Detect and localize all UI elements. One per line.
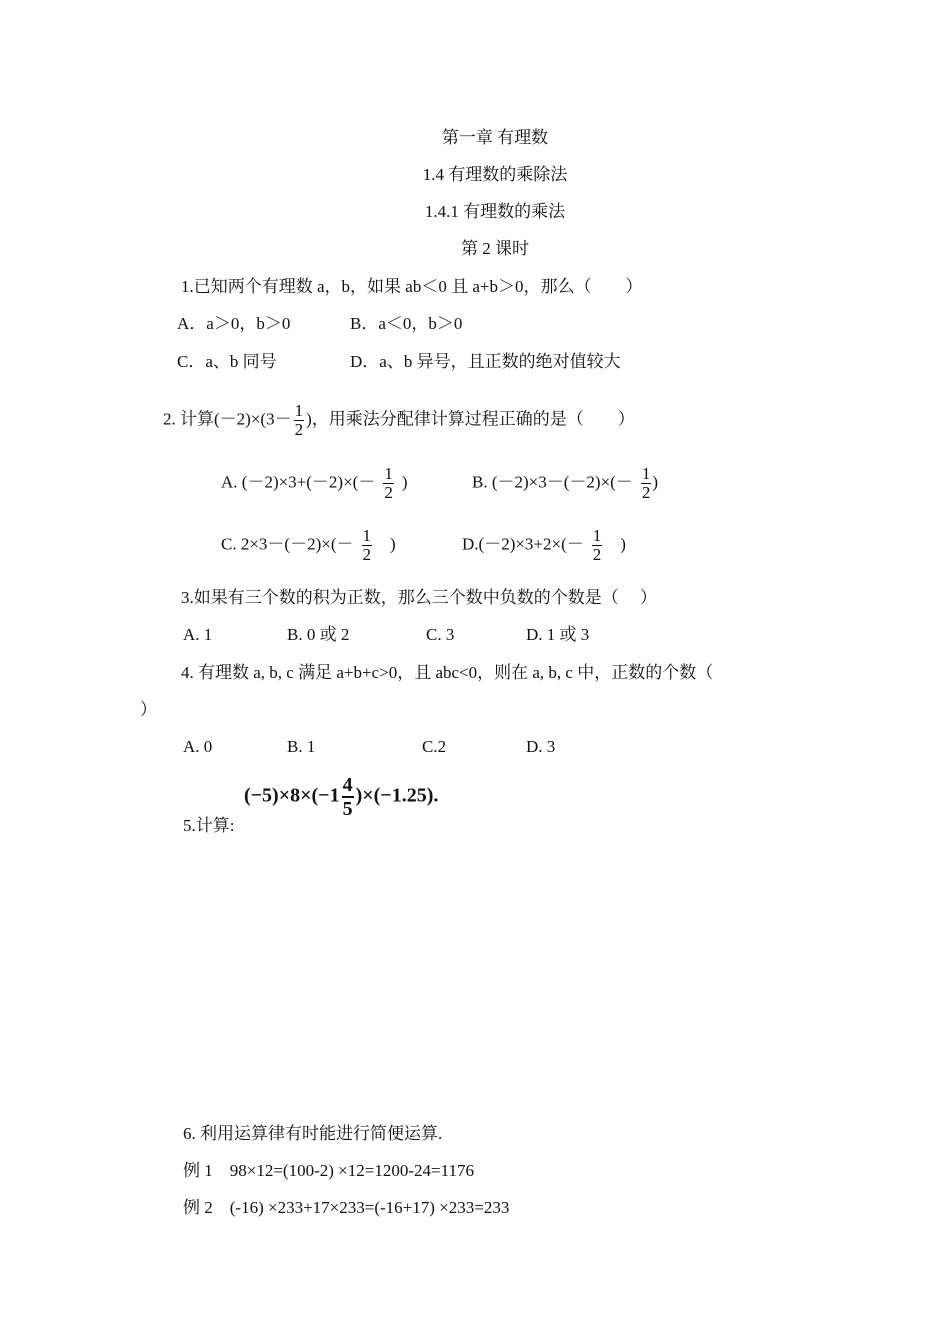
fraction: $\frac{4}{5}$ bbox=[342, 774, 353, 820]
q3-option-b: B. 0 或 2 bbox=[287, 625, 350, 644]
q6-example-1: 例 1 98×12=(100-2) ×12=1200-24=1176 bbox=[183, 1161, 474, 1180]
q2-stem-post: )，用乘法分配律计算过程正确的是（ ） bbox=[306, 409, 635, 429]
q4-option-a: A. 0 bbox=[183, 737, 213, 756]
q5-expression: (−5)×8×(−1 $\frac{4}{5}$ )×(−1.25). bbox=[244, 774, 439, 820]
q4-option-c: C.2 bbox=[422, 737, 447, 756]
fraction: $\frac{1}{2}$ bbox=[641, 464, 651, 502]
q1-option-d: D．a、b 异号，且正数的绝对值较大 bbox=[350, 352, 621, 371]
q4-stem-end: ） bbox=[140, 700, 157, 719]
q2-option-a: A. (－2)×3+(－2)×(－ $\frac{1}{2}$ ) bbox=[221, 464, 408, 502]
q4-stem: 4. 有理数 a, b, c 满足 a+b+c>0，且 abc<0，则在 a, b, c 中，正数的个数（ bbox=[181, 663, 714, 682]
fraction: $\frac{1}{2}$ bbox=[384, 464, 393, 502]
q3-option-c: C. 3 bbox=[426, 625, 455, 644]
section-title: 1.4 有理数的乘除法 bbox=[422, 165, 568, 184]
q1-option-b: B．a＜0，b＞0 bbox=[350, 314, 463, 333]
subsection-title: 1.4.1 有理数的乘法 bbox=[424, 202, 566, 221]
q2-stem bbox=[163, 402, 635, 439]
q6-stem: 6. 利用运算律有时能进行简便运算. bbox=[183, 1124, 443, 1143]
chapter-title: 第一章 有理数 bbox=[441, 128, 549, 147]
q4-option-b: B. 1 bbox=[287, 737, 316, 756]
q2-option-d: D.(－2)×3+2×(－ $\frac{1}{2}$ ) bbox=[462, 526, 626, 564]
fraction: $\frac{1}{2}$ bbox=[592, 526, 602, 564]
q2-option-b: B. (－2)×3－(－2)×(－ $\frac{1}{2}$ ) bbox=[472, 464, 658, 502]
q4-option-d: D. 3 bbox=[526, 737, 556, 756]
q6-example-2: 例 2 (-16) ×233+17×233=(-16+17) ×233=233 bbox=[183, 1198, 510, 1217]
fraction: $\frac{1}{2}$ bbox=[294, 401, 304, 439]
lesson-title: 第 2 课时 bbox=[461, 239, 529, 258]
fraction: $\frac{1}{2}$ bbox=[362, 526, 371, 564]
q1-option-a: A．a＞0，b＞0 bbox=[177, 314, 291, 333]
q1-option-c: C．a、b 同号 bbox=[177, 352, 277, 371]
q5-label: 5.计算: bbox=[183, 816, 235, 835]
q1-stem: 1.已知两个有理数 a，b，如果 ab＜0 且 a+b＞0，那么（ ） bbox=[181, 277, 643, 296]
q3-stem: 3.如果有三个数的积为正数，那么三个数中负数的个数是（ ） bbox=[181, 588, 657, 607]
q2-option-c: C. 2×3－(－2)×(－ $\frac{1}{2}$ ) bbox=[221, 526, 396, 564]
q3-option-a: A. 1 bbox=[183, 625, 213, 644]
q3-option-d: D. 1 或 3 bbox=[526, 625, 590, 644]
q2-stem-pre: 2. 计算(－2)×(3－ bbox=[163, 409, 292, 429]
